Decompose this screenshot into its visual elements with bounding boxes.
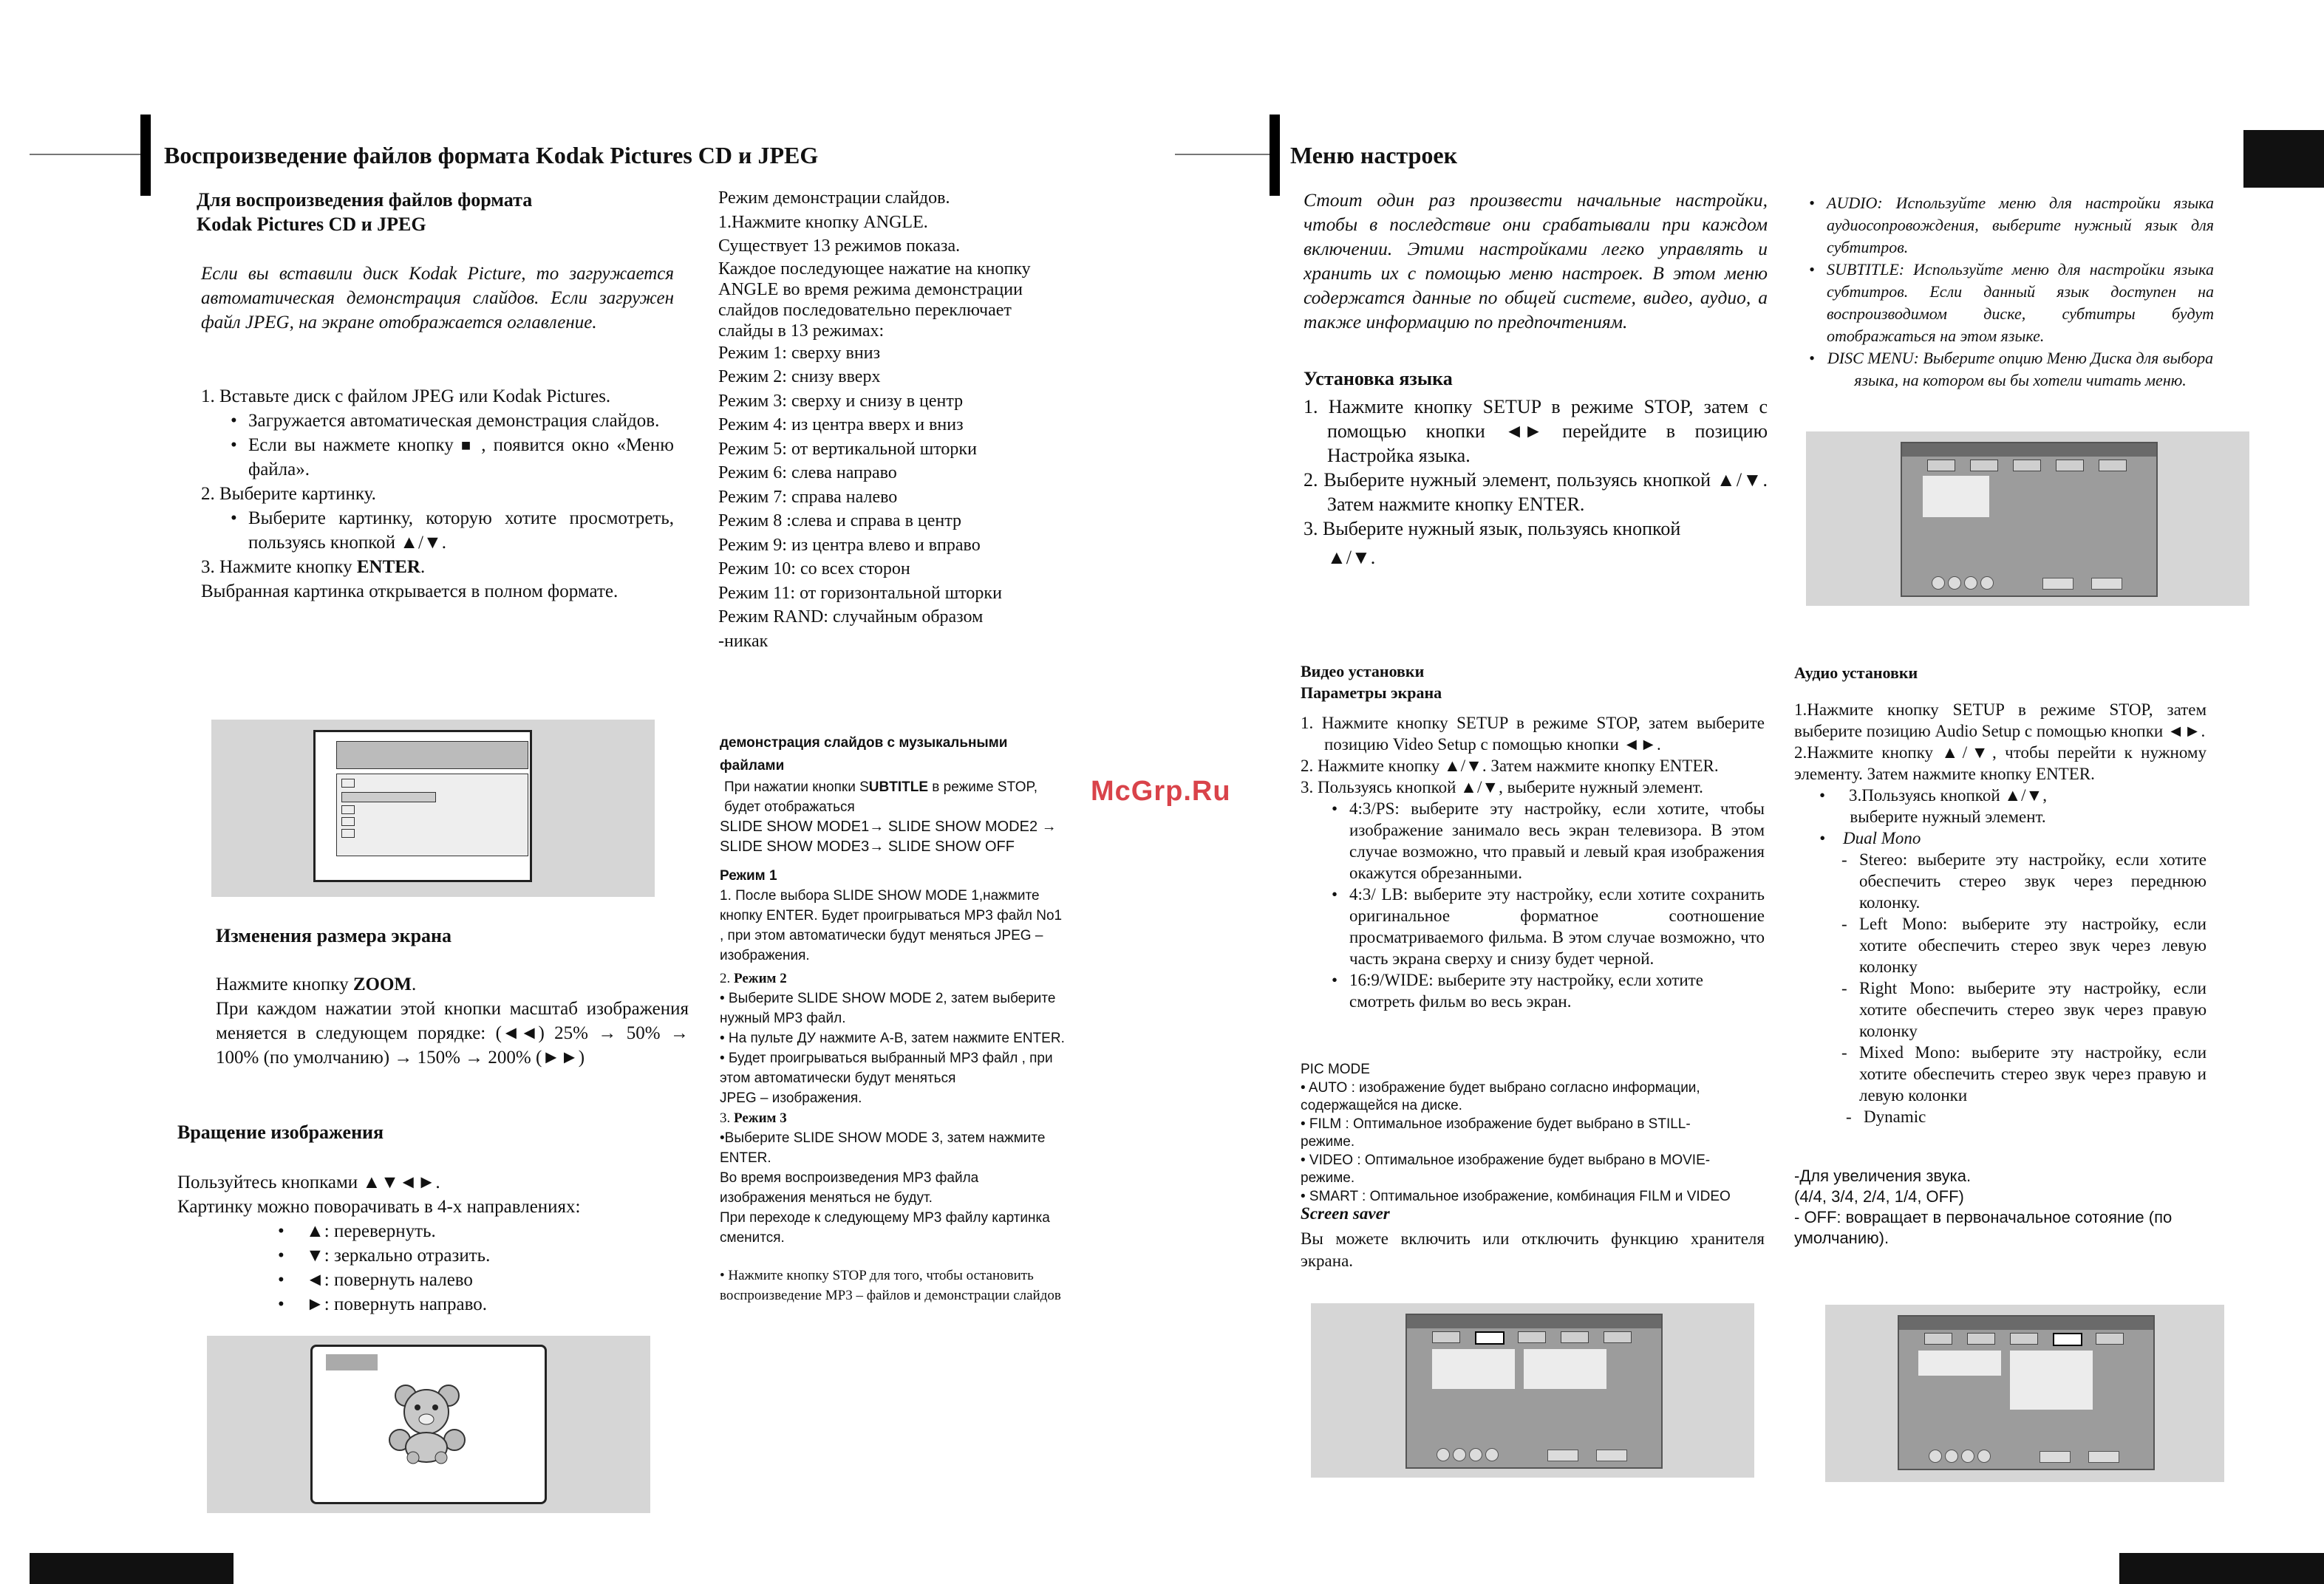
mode2-heading (720, 969, 1067, 989)
file-menu-screenshot (211, 720, 655, 897)
zoom-word: ZOOM (352, 974, 412, 994)
language-bullets (1803, 192, 2214, 392)
audio-submenu-panel (2010, 1351, 2093, 1410)
audio-dash-left-mono: - Left Mono: выберите эту настройку, если хотите обеспечить стерео звук через левую колонку (1836, 913, 2207, 977)
language-tv-screen (1901, 442, 2158, 597)
step-1-bullet-1: • Загружается автоматическая демонстрация слайдов. (225, 409, 674, 433)
left-footer-block (30, 1553, 234, 1584)
audio-step-1: 1.Нажмите кнопку SETUP в режиме STOP, затем выберите позицию Audio Setup с помощью кнопки ◄►. (1794, 700, 2207, 740)
audio-bullet-dual-mono: • Dual Mono (1813, 827, 2207, 849)
music-modes: SLIDE SHOW MODE1→ SLIDE SHOW MODE2 → SLIDE SHOW MODE3→ SLIDE SHOW OFF (720, 819, 1057, 855)
mode1-heading: Режим 1 (720, 868, 777, 884)
pic-mode-film: • FILM : Оптимальное изображение будет выбрано в STILL-режиме. (1301, 1116, 1691, 1150)
music-intro-a: При нажатии кнопки S (724, 779, 869, 795)
rotate-item-down: • ▼: зеркально отразить. (272, 1243, 680, 1268)
video-step-2: 2. Нажмите кнопку ▲/▼. Затем нажмите кнопку ENTER. (1301, 757, 1719, 775)
pic-mode-video: • VIDEO : Оптимальное изображение будет выбрано в MOVIE-режиме. (1301, 1152, 1711, 1186)
volume-line-2: (4/4, 3/4, 2/4, 1/4, OFF) (1794, 1187, 1964, 1206)
zoom-heading: Изменения размера экрана (216, 925, 452, 946)
language-step-3: 3. Выберите нужный язык, пользуясь кнопкой (1304, 518, 1681, 539)
mode2-tail: JPEG – изображения. (720, 1090, 862, 1106)
language-bullet-audio: • AUDIO: Используйте меню для настройки языка аудиосопровождения, выберите нужный язык для субтитров. (1803, 192, 2214, 259)
step-2: 2. Выберите картинку. (201, 484, 376, 504)
mode2-heading-b: Режим 2 (734, 971, 787, 986)
pic-mode-section (1301, 1061, 1744, 1206)
left-heading-line-1: Для воспроизведения файлов формата (197, 189, 533, 211)
file-menu-header (336, 741, 528, 769)
slideshow-mode-rand: Режим RAND: случайным образом (718, 607, 984, 627)
left-steps (201, 384, 674, 604)
volume-line-3: - OFF: вовращает в первоначальное сотояние (по умолчанию). (1794, 1208, 2173, 1247)
step-2-bullets (201, 506, 674, 555)
rotate-use: Пользуйтесь кнопками ▲▼◄►. (177, 1172, 440, 1192)
slideshow-line-2: 1.Нажмите кнопку ANGLE. (718, 212, 928, 232)
language-steps (1304, 395, 1768, 570)
mode3-line-2: Во время воспроизведения MP3 файла изображения меняться не будут. (720, 1170, 979, 1206)
left-title-rule (30, 154, 142, 155)
rotate-screenshot (207, 1336, 650, 1513)
rotate-item-left: • ◄: повернуть налево (272, 1268, 680, 1292)
video-step-1: 1. Нажмите кнопку SETUP в режиме STOP, затем выберите позицию Video Setup с помощью кнопки ◄►. (1301, 714, 1765, 754)
slideshow-mode-5: Режим 5: от вертикальной шторки (718, 439, 977, 459)
screen-saver-heading: Screen saver (1301, 1204, 1390, 1223)
language-setup-screenshot (1806, 431, 2249, 606)
video-bullet-ps: • 4:3/PS: выберите эту настройку, если хотите, чтобы изображение занимало весь экран телевизора. В этом случае возможно, что правый и левый края изображения окажутся обрезанными. (1326, 798, 1765, 884)
volume-section (1794, 1166, 2208, 1249)
left-intro: Если вы вставили диск Kodak Picture, то загружается автоматическая демонстрация слайдов. Если загружен файл JPEG, на экране отображается оглавление. (201, 264, 674, 332)
file-menu-frame (313, 730, 532, 882)
language-step-2: 2. Выберите нужный элемент, пользуясь кнопкой ▲/▼. Затем нажмите кнопку ENTER. (1304, 469, 1768, 515)
step-1-bullet-2-a: Если вы нажмете кнопку (248, 435, 454, 455)
step-3-enter: ENTER (356, 557, 420, 577)
video-section (1301, 712, 1765, 1012)
left-page-title: Воспроизведение файлов формата Kodak Pictures CD и JPEG (164, 142, 819, 168)
zoom-press-b: . (412, 974, 417, 994)
video-heading (1301, 660, 1442, 703)
mode2-item-3: • Будет проигрываться выбранный MP3 файл , при этом автоматически будут меняться (720, 1051, 1053, 1086)
left-title-bar (140, 115, 151, 196)
mode3-line-3: При переходе к следующему MP3 файлу картинка сменится. (720, 1210, 1050, 1246)
audio-bullet-select: • 3.Пользуясь кнопкой ▲/▼, выберите нужный элемент. (1813, 785, 2059, 827)
rotate-item-right: • ►: повернуть направо. (272, 1292, 680, 1317)
slideshow-line-4: Каждое последующее нажатие на кнопку ANGLE во время режима демонстрации слайдов последовательно переключает слайды в 13 режимах: (718, 259, 1031, 341)
pic-mode-auto: • AUTO : изображение будет выбрано согласно информации, содержащейся на диске. (1301, 1079, 1700, 1113)
watermark: McGrp.Ru (1091, 776, 1231, 807)
video-heading-1: Видео установки (1301, 662, 1425, 680)
file-menu-list (336, 774, 528, 856)
left-heading (197, 188, 610, 236)
step-1-bullet-2-b: , появится окно «Меню файла». (248, 435, 674, 479)
language-bullet-disc-menu: • DISC MENU: Выберите опцию Меню Диска для выбора языка, на котором вы бы хотели читать меню. (1803, 347, 2214, 392)
rotate-item-up: • ▲: перевернуть. (272, 1219, 680, 1243)
stop-note: • Нажмите кнопку STOP для того, чтобы остановить воспроизведение MP3 – файлов и демонстрации слайдов (720, 1268, 1061, 1303)
right-title-bar (1270, 115, 1280, 196)
music-heading: демонстрация слайдов с музыкальными файлами (720, 735, 1008, 774)
audio-dash-mixed-mono: - Mixed Mono: выберите эту настройку, если хотите обеспечить стерео звук через правую и левую колонки (1836, 1042, 2207, 1106)
video-bullet-wide: • 16:9/WIDE: выберите эту настройку, если хотите смотреть фильм во весь экран. (1326, 969, 1765, 1012)
step-3-dot: . (420, 557, 426, 577)
rotate-label-box (326, 1354, 378, 1370)
step-1: 1. Вставьте диск с файлом JPEG или Kodak Pictures. (201, 386, 611, 406)
audio-step-2: 2.Нажмите кнопку ▲/▼, чтобы перейти к нужному элементу. Затем нажмите кнопку ENTER. (1794, 743, 2207, 783)
rotate-list (177, 1219, 680, 1317)
zoom-press (216, 972, 689, 997)
zoom-press-a: Нажмите кнопку (216, 974, 349, 994)
mode2-heading-a: 2. (720, 971, 734, 986)
audio-menu-panel (1918, 1351, 2001, 1376)
mode2-item-2: • На пульте ДУ нажмите A-B, затем нажмите ENTER. (720, 1031, 1065, 1046)
video-tv-screen (1405, 1314, 1663, 1469)
mode3-heading-b: Режим 3 (734, 1110, 787, 1126)
pic-mode-smart: • SMART : Оптимальное изображение, комбинация FILM и VIDEO (1301, 1188, 1731, 1204)
rotate-section (177, 1170, 680, 1317)
volume-line-1: -Для увеличения звука. (1794, 1167, 1972, 1185)
music-section (720, 731, 1067, 1305)
step-2-bullet-1: • Выберите картинку, которую хотите просмотреть, пользуясь кнопкой ▲/▼. (225, 506, 674, 555)
right-page-title: Меню настроек (1290, 142, 1458, 168)
language-menu-panel (1923, 476, 1989, 517)
slideshow-mode-none: -никак (718, 631, 769, 651)
video-submenu-panel (1524, 1349, 1606, 1389)
screen-saver-text: Вы можете включить или отключить функцию хранителя экрана. (1301, 1229, 1765, 1270)
right-title-rule (1175, 154, 1271, 155)
slideshow-mode-3: Режим 3: сверху и снизу в центр (718, 391, 964, 411)
music-intro-b: в режиме STOP, будет отображаться (724, 779, 1038, 815)
music-intro (720, 777, 1067, 817)
audio-tv-screen (1898, 1315, 2155, 1470)
step-3-result: Выбранная картинка открывается в полном формате. (201, 581, 619, 601)
slideshow-mode-1: Режим 1: сверху вниз (718, 343, 881, 363)
slideshow-mode-6: Режим 6: слева направо (718, 463, 897, 482)
mode3-line-1: •Выберите SLIDE SHOW MODE 3, затем нажмите ENTER. (720, 1130, 1046, 1166)
zoom-section (216, 972, 689, 1070)
audio-dash-dynamic: - Dynamic (1840, 1106, 2207, 1127)
step-1-bullet-2 (225, 433, 674, 482)
audio-dash-stereo: - Stereo: выберите эту настройку, если хотите обеспечить стерео звук через переднюю колонку. (1836, 849, 2207, 913)
video-bullet-lb: • 4:3/ LB: выберите эту настройку, если хотите сохранить оригинальное форматное соотношение просматриваемого фильма. В этом случае возможно, что часть экрана сверху и снизу будет черной. (1326, 884, 1765, 969)
audio-heading: Аудио установки (1794, 663, 1918, 682)
language-bullet-subtitle: • SUBTITLE: Используйте меню для настройки языка субтитров. Если данный язык доступен на воспроизводимом диске, субтитры будут отображаться на этом языке. (1803, 259, 2214, 347)
rotate-frame (310, 1345, 547, 1504)
mode2-item-1: • Выберите SLIDE SHOW MODE 2, затем выберите нужный MP3 файл. (720, 991, 1056, 1026)
rotate-heading: Вращение изображения (177, 1122, 384, 1143)
audio-section (1794, 699, 2207, 1127)
step-3 (201, 555, 674, 579)
right-edge-tab (2243, 130, 2324, 188)
slideshow-mode-4: Режим 4: из центра вверх и вниз (718, 415, 964, 434)
slideshow-mode-8: Режим 8 :слева и справа в центр (718, 511, 962, 530)
mode3-heading-a: 3. (720, 1110, 734, 1126)
slideshow-mode-2: Режим 2: снизу вверх (718, 367, 881, 386)
video-step-3: 3. Пользуясь кнопкой ▲/▼, выберите нужный элемент. (1301, 778, 1703, 796)
language-step-3-arrows: ▲/▼. (1327, 547, 1376, 568)
mode3-heading (720, 1108, 1067, 1128)
video-setup-screenshot (1311, 1303, 1754, 1478)
slideshow-section (718, 186, 1058, 653)
slideshow-line-1: Режим демонстрации слайдов. (718, 188, 950, 208)
mode1-text: 1. После выбора SLIDE SHOW MODE 1,нажмите кнопку ENTER. Будет проигрываться MP3 файл No1 , при этом автоматически будут меняться JPEG – изображения. (720, 888, 1063, 963)
video-menu-panel (1432, 1349, 1515, 1389)
step-1-bullets (201, 409, 674, 482)
audio-dash-right-mono: - Right Mono: выберите эту настройку, если хотите обеспечить стерео звук через правую колонку (1836, 977, 2207, 1042)
video-heading-2: Параметры экрана (1301, 683, 1442, 702)
language-step-1: 1. Нажмите кнопку SETUP в режиме STOP, затем с помощью кнопки ◄► перейдите в позицию Настройка языка. (1304, 396, 1768, 466)
step-3-a: 3. Нажмите кнопку (201, 557, 352, 577)
slideshow-mode-11: Режим 11: от горизонтальной шторки (718, 583, 1002, 603)
right-footer-block (2119, 1553, 2324, 1584)
left-heading-line-2: Kodak Pictures CD и JPEG (197, 214, 426, 235)
teddy-bear-picture (384, 1376, 472, 1465)
slideshow-line-3: Существует 13 режимов показа. (718, 236, 961, 256)
zoom-text: При каждом нажатии этой кнопки масштаб изображения меняется в следующем порядке: (◄◄) 25% → 50% → 100% (по умолчанию) → 150% → 200% (►►) (216, 999, 689, 1068)
slideshow-mode-10: Режим 10: со всех сторон (718, 559, 910, 578)
settings-intro: Стоит один раз произвести начальные настройки, чтобы в последствие они срабатывали при каждом включении. Этими настройками легко управлять и хранить их с помощью меню настроек. В этом меню содержатся данные по общей системе, видео, аудио, а также информацию по предпочтениям. (1304, 189, 1768, 332)
language-heading: Установка языка (1304, 368, 1453, 389)
pic-mode-heading: PIC MODE (1301, 1062, 1370, 1077)
music-intro-bold: UBTITLE (868, 779, 928, 795)
slideshow-mode-9: Режим 9: из центра влево и вправо (718, 535, 981, 555)
stop-square-icon: ■ (460, 436, 474, 454)
slideshow-mode-7: Режим 7: справа налево (718, 487, 898, 507)
audio-setup-screenshot (1825, 1305, 2224, 1482)
rotate-dirs: Картинку можно поворачивать в 4-х направлениях: (177, 1197, 581, 1217)
